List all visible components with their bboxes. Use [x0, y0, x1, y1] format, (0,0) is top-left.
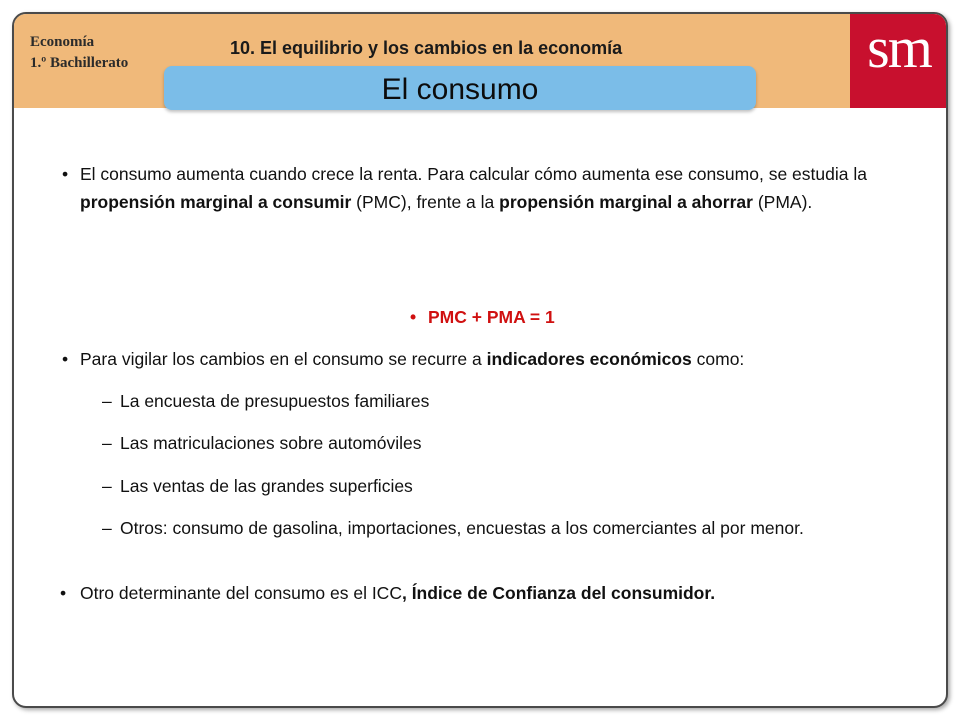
bullet-text: Para vigilar los cambios en el consumo se recurre a: [80, 349, 487, 369]
logo-text: sm: [867, 15, 931, 80]
bullet-propensities: [62, 160, 930, 216]
indicator-text: La encuesta de presupuestos familiares: [120, 391, 430, 411]
bullet-text: (PMC), frente a la: [351, 192, 500, 212]
subject-name: Economía: [30, 34, 95, 50]
bold-term: indicadores económicos: [486, 349, 692, 369]
slide-title: El consumo: [381, 73, 539, 106]
indicator-item: [102, 472, 413, 500]
indicator-item: [102, 387, 430, 415]
dash-marker: –: [102, 391, 112, 411]
bullet-formula: [410, 303, 555, 331]
indicator-text: Otros: consumo de gasolina, importaciones, encuestas a los comerciantes al por menor.: [120, 518, 804, 538]
bullet-marker: •: [62, 164, 69, 184]
bold-term: , Índice de Confianza del consumidor.: [401, 583, 716, 603]
bullet-text: Otro determinante del consumo es el ICC: [80, 583, 402, 603]
bullet-marker: •: [410, 307, 417, 327]
dash-marker: –: [102, 476, 112, 496]
indicator-item: [102, 429, 422, 457]
course-level: 1.º Bachillerato: [30, 55, 129, 71]
bullet-text: (PMA).: [752, 192, 813, 212]
unit-title: 10. El equilibrio y los cambios en la economía: [230, 38, 623, 58]
dash-marker: –: [102, 518, 112, 538]
bullet-marker: •: [62, 349, 69, 369]
bold-term: propensión marginal a consumir: [80, 192, 352, 212]
slide-content: [14, 14, 946, 706]
dash-marker: –: [102, 433, 112, 453]
bold-term: propensión marginal a ahorrar: [499, 192, 753, 212]
bullet-indicators: [62, 345, 930, 373]
indicator-item: [102, 514, 920, 542]
slide-frame: [12, 12, 948, 708]
bullet-icc: [60, 579, 930, 607]
indicator-text: Las matriculaciones sobre automóviles: [120, 433, 422, 453]
formula-text: PMC + PMA = 1: [428, 307, 555, 327]
bullet-text: El consumo aumenta cuando crece la renta. Para calcular cómo aumenta ese consumo, se estudia la: [80, 164, 867, 184]
bullet-text: como:: [691, 349, 745, 369]
indicator-text: Las ventas de las grandes superficies: [120, 476, 413, 496]
bullet-marker: •: [60, 583, 67, 603]
